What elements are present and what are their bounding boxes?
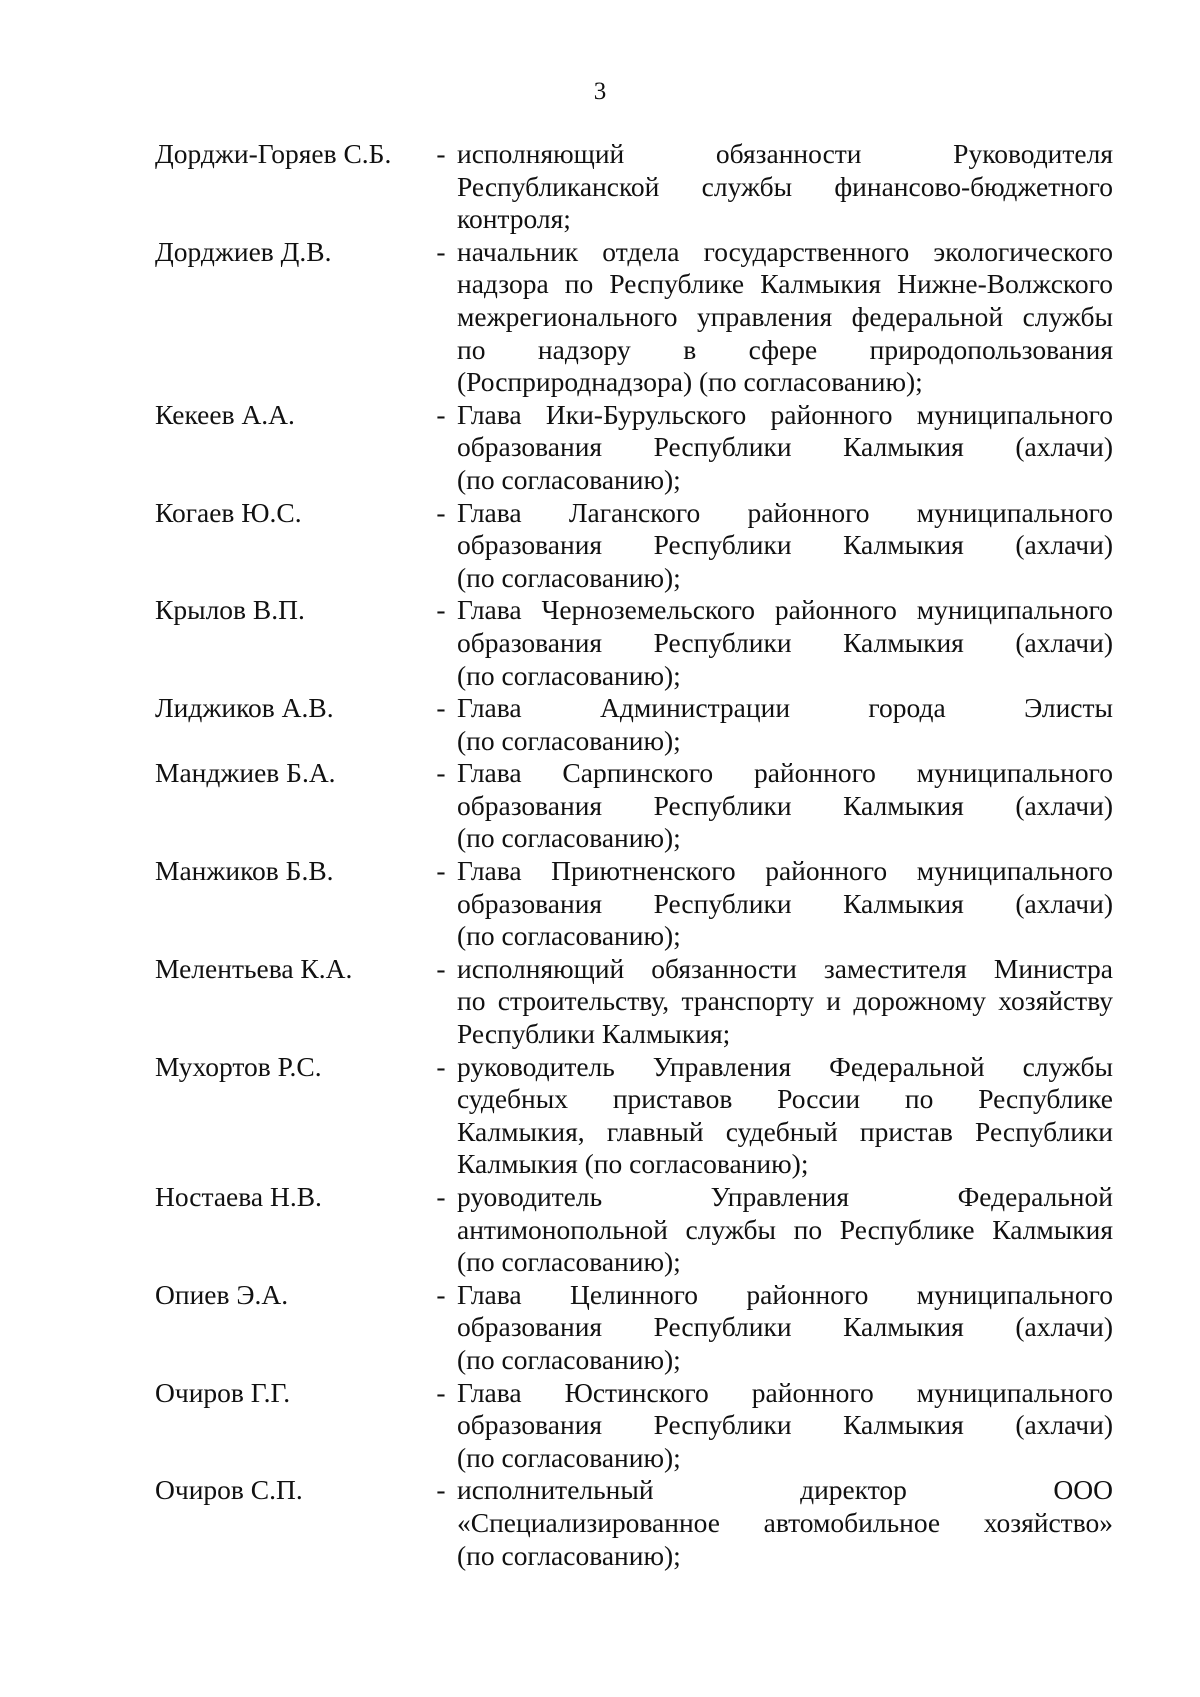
entry-dash: - bbox=[436, 952, 446, 984]
entry-dash: - bbox=[436, 1050, 446, 1082]
member-position bbox=[457, 399, 1113, 497]
position-line: исполнительный директор ООО bbox=[457, 1474, 1113, 1506]
position-line: Республиканской службы финансово-бюджетного bbox=[457, 170, 1113, 202]
member-name: Дорджи-Горяев С.Б. bbox=[155, 138, 392, 169]
position-line: контроля; bbox=[457, 203, 571, 235]
entry-dash: - bbox=[436, 496, 446, 528]
position-line: начальник отдела государственного экологического bbox=[457, 235, 1113, 267]
position-line: образования Республики Калмыкия (ахлачи) bbox=[457, 529, 1113, 561]
position-line: (по согласованию); bbox=[457, 1539, 681, 1571]
position-line: (по согласованию); bbox=[457, 724, 681, 756]
position-line: (по согласованию); bbox=[457, 920, 681, 952]
entry-dash: - bbox=[436, 138, 446, 169]
position-line: (по согласованию); bbox=[457, 1441, 681, 1473]
position-line: Глава Юстинского районного муниципального bbox=[457, 1376, 1113, 1408]
position-line: образования Республики Калмыкия (ахлачи) bbox=[457, 1311, 1113, 1343]
member-position bbox=[457, 757, 1113, 855]
position-line: Калмыкия (по согласованию); bbox=[457, 1148, 809, 1180]
member-entry bbox=[155, 692, 1115, 757]
position-line: образования Республики Калмыкия (ахлачи) bbox=[457, 789, 1113, 821]
position-line: Республики Калмыкия; bbox=[457, 1018, 731, 1050]
position-line: Глава Сарпинского районного муниципального bbox=[457, 757, 1113, 789]
entry-dash: - bbox=[436, 757, 446, 789]
entry-dash: - bbox=[436, 1474, 446, 1506]
member-position bbox=[457, 953, 1113, 1051]
member-entry bbox=[155, 1051, 1115, 1181]
member-list bbox=[155, 138, 1115, 1572]
member-name: Очиров С.П. bbox=[155, 1474, 303, 1506]
position-line: Глава Черноземельского районного муниципального bbox=[457, 594, 1113, 626]
position-line: надзора по Республике Калмыкия Нижне-Волжского bbox=[457, 268, 1113, 300]
member-position bbox=[457, 1051, 1113, 1181]
position-line: (по согласованию); bbox=[457, 463, 681, 495]
member-name: Ностаева Н.В. bbox=[155, 1181, 322, 1212]
member-entry bbox=[155, 1377, 1115, 1475]
member-name: Когаев Ю.С. bbox=[155, 496, 302, 528]
member-entry bbox=[155, 1474, 1115, 1572]
member-name: Крылов В.П. bbox=[155, 594, 305, 626]
member-position bbox=[457, 1279, 1113, 1377]
position-line: образования Республики Калмыкия (ахлачи) bbox=[457, 1409, 1113, 1441]
member-position bbox=[457, 138, 1113, 236]
position-line: исполняющий обязанности заместителя Министра bbox=[457, 952, 1113, 984]
page-number: 3 bbox=[593, 78, 607, 105]
entry-dash: - bbox=[436, 594, 446, 626]
member-name: Лиджиков А.В. bbox=[155, 692, 334, 724]
entry-dash: - bbox=[436, 1376, 446, 1408]
entry-dash: - bbox=[436, 692, 446, 724]
position-line: по строительству, транспорту и дорожному хозяйству bbox=[457, 985, 1113, 1017]
member-entry bbox=[155, 953, 1115, 1051]
position-line: межрегионального управления федеральной службы bbox=[457, 300, 1113, 332]
position-line: руководитель Управления Федеральной службы bbox=[457, 1050, 1113, 1082]
position-line: Глава Администрации города Элисты bbox=[457, 692, 1113, 724]
member-position bbox=[457, 236, 1113, 399]
entry-dash: - bbox=[436, 855, 446, 887]
position-line: антимонопольной службы по Республике Калмыкия bbox=[457, 1213, 1113, 1245]
position-line: Глава Целинного районного муниципального bbox=[457, 1278, 1113, 1310]
position-line: (Росприроднадзора) (по согласованию); bbox=[457, 366, 923, 398]
position-line: (по согласованию); bbox=[457, 659, 681, 691]
member-name: Очиров Г.Г. bbox=[155, 1376, 291, 1408]
member-entry bbox=[155, 236, 1115, 399]
member-entry bbox=[155, 497, 1115, 595]
member-position bbox=[457, 1181, 1113, 1279]
member-entry bbox=[155, 594, 1115, 692]
member-position bbox=[457, 1474, 1113, 1572]
entry-dash: - bbox=[436, 235, 446, 267]
member-name: Мелентьева К.А. bbox=[155, 952, 353, 984]
entry-dash: - bbox=[436, 1278, 446, 1310]
member-entry bbox=[155, 855, 1115, 953]
position-line: Глава Лаганского районного муниципального bbox=[457, 496, 1113, 528]
position-line: судебных приставов России по Республике bbox=[457, 1083, 1113, 1115]
member-position bbox=[457, 1377, 1113, 1475]
position-line: (по согласованию); bbox=[457, 1343, 681, 1375]
member-position bbox=[457, 497, 1113, 595]
position-line: руоводитель Управления Федеральной bbox=[457, 1181, 1113, 1212]
member-entry bbox=[155, 399, 1115, 497]
member-position bbox=[457, 692, 1113, 757]
member-name: Мухортов Р.С. bbox=[155, 1050, 322, 1082]
position-line: Глава Приютненского районного муниципального bbox=[457, 855, 1113, 887]
position-line: Глава Ики-Бурульского районного муниципального bbox=[457, 398, 1113, 430]
position-line: по надзору в сфере природопользования bbox=[457, 333, 1113, 365]
member-entry bbox=[155, 757, 1115, 855]
position-line: (по согласованию); bbox=[457, 561, 681, 593]
member-entry bbox=[155, 138, 1115, 236]
member-name: Кекеев А.А. bbox=[155, 398, 295, 430]
entry-dash: - bbox=[436, 1181, 446, 1212]
member-name: Дорджиев Д.В. bbox=[155, 235, 332, 267]
position-line: Калмыкия, главный судебный пристав Республики bbox=[457, 1115, 1113, 1147]
position-line: «Специализированное автомобильное хозяйство» bbox=[457, 1506, 1113, 1538]
position-line: исполняющий обязанности Руководителя bbox=[457, 138, 1113, 169]
position-line: образования Республики Калмыкия (ахлачи) bbox=[457, 431, 1113, 463]
position-line: образования Республики Калмыкия (ахлачи) bbox=[457, 887, 1113, 919]
member-position bbox=[457, 594, 1113, 692]
position-line: образования Республики Калмыкия (ахлачи) bbox=[457, 626, 1113, 658]
position-line: (по согласованию); bbox=[457, 1246, 681, 1278]
entry-dash: - bbox=[436, 398, 446, 430]
member-position bbox=[457, 855, 1113, 953]
position-line: (по согласованию); bbox=[457, 822, 681, 854]
member-name: Опиев Э.А. bbox=[155, 1278, 289, 1310]
member-name: Манджиев Б.А. bbox=[155, 757, 336, 789]
member-name: Манжиков Б.В. bbox=[155, 855, 334, 887]
member-entry bbox=[155, 1181, 1115, 1279]
member-entry bbox=[155, 1279, 1115, 1377]
